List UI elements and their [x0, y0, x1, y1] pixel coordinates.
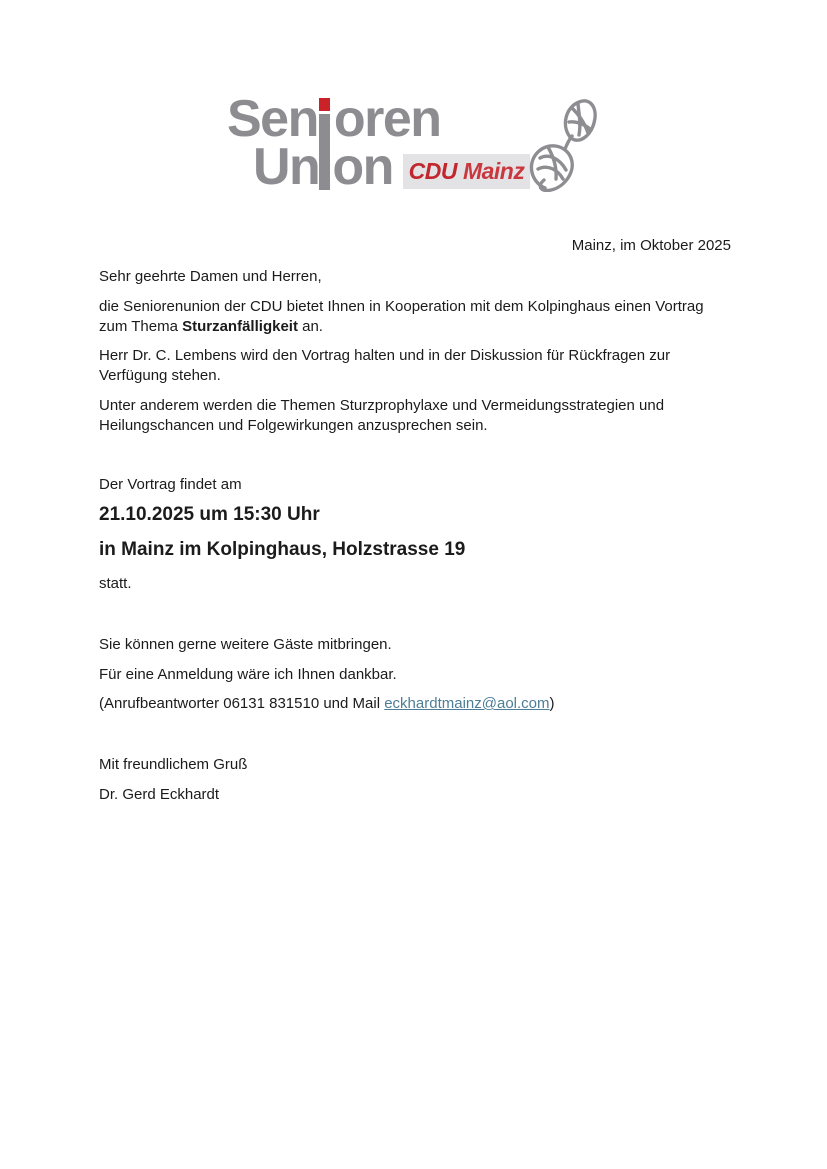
- cdu-mainz-badge: [403, 154, 530, 189]
- closing-line: Mit freundlichem Gruß: [99, 756, 248, 773]
- topic-bold: Sturzanfälligkeit: [182, 318, 298, 335]
- paragraph-topics: Unter anderem werden die Themen Sturzprophylaxe und Vermeidungsstrategien und Heilungschancen und Folgewirkungen anzusprechen sein.: [99, 397, 665, 434]
- paragraph-speaker: Herr Dr. C. Lembens wird den Vortrag halten und in der Diskussion für Rückfragen zur Verfügung stehen.: [99, 347, 671, 384]
- contact-line: [99, 694, 731, 714]
- event-location: in Mainz im Kolpinghaus, Holzstrasse 19: [99, 539, 466, 560]
- contact-suffix: ): [549, 695, 555, 712]
- logo-i-bar: [319, 114, 330, 190]
- contact-prefix: (Anrufbeantworter 06131 831510 und Mail: [99, 695, 385, 712]
- date-line: Mainz, im Oktober 2025: [571, 237, 731, 254]
- logo-text-on: on: [332, 138, 393, 196]
- event-intro: Der Vortrag findet am: [99, 476, 242, 493]
- mainz-label: Mainz: [462, 158, 525, 184]
- greeting: Sehr geehrte Damen und Herren,: [99, 268, 322, 285]
- paragraph-offer: [99, 297, 731, 337]
- event-outro: statt.: [99, 575, 132, 592]
- senioren-union-logo: [227, 90, 599, 196]
- paragraph-offer-line1: die Seniorenunion der CDU bietet Ihnen in Kooperation mit dem Kolpinghaus einen Vortrag: [99, 298, 704, 315]
- logo-text-oren: oren: [333, 90, 441, 148]
- signature-name: Dr. Gerd Eckhardt: [99, 786, 220, 803]
- logo-text-un: Un: [253, 138, 320, 196]
- logo-red-i-dot: [319, 98, 330, 111]
- paragraph-offer-line2: zum Thema Sturzanfälligkeit an.: [99, 318, 323, 335]
- guests-line: Sie können gerne weitere Gäste mitbringen.: [99, 636, 392, 653]
- email-link[interactable]: eckhardtmainz@aol.com: [384, 695, 550, 712]
- event-datetime: 21.10.2025 um 15:30 Uhr: [99, 504, 320, 525]
- cdu-label: CDU: [408, 158, 457, 184]
- registration-line: Für eine Anmeldung wäre ich Ihnen dankbar.: [99, 666, 397, 683]
- mainz-dom-sketch-icon: [527, 96, 599, 192]
- logo-text-sen: Sen: [227, 90, 318, 148]
